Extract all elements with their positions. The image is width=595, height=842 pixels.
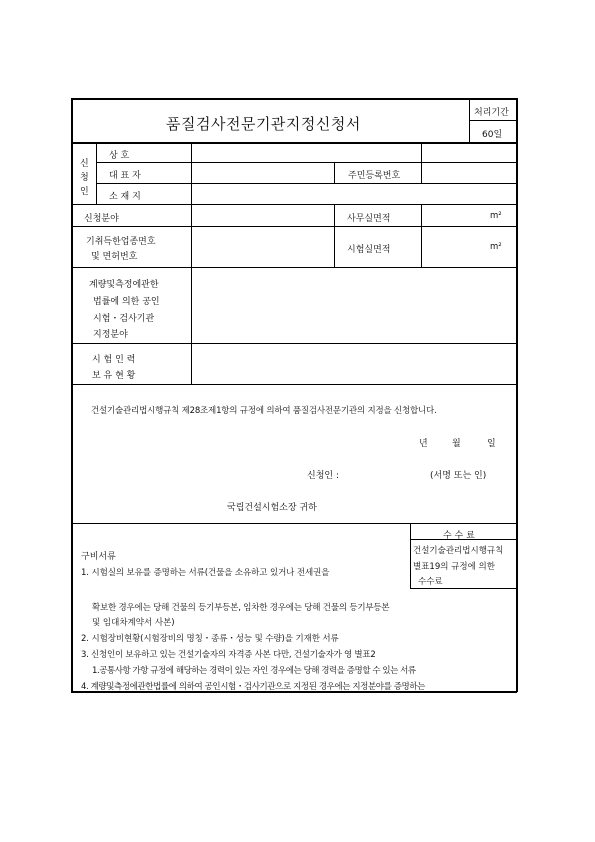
fee-text-line-2: 별표19의 규정에 의한	[413, 562, 495, 572]
address-label: 소 재 지	[109, 192, 141, 202]
processing-period-label: 처리기간	[474, 108, 509, 118]
metrology-input[interactable]	[192, 268, 516, 343]
license-input[interactable]	[192, 227, 333, 267]
statement-bottom-line	[71, 523, 517, 524]
date-month-label: 월	[452, 439, 461, 449]
applicant-label-char-2: 청	[80, 173, 89, 183]
applicant-label-char-1: 신	[80, 159, 89, 169]
office-area-unit: m²	[490, 211, 502, 221]
lab-area-unit: m²	[490, 242, 502, 252]
metrology-label-line-3: 시험・검사기관	[93, 314, 155, 324]
metrology-label-line-4: 지정분야	[93, 330, 128, 340]
representative-label: 대 표 자	[109, 171, 141, 181]
processing-mid-line	[469, 120, 516, 121]
office-area-label: 사무실면적	[347, 214, 391, 224]
company-name-label: 상 호	[109, 151, 130, 161]
fee-text-line-1: 건설기술관리법시행규칙	[413, 546, 504, 556]
document-item-1a: 1. 시험실의 보유를 증명하는 서류(건물을 소유하고 있거나 전세권을	[81, 568, 330, 578]
fee-text-line-3: 수수료	[418, 577, 443, 587]
document-item-2: 2. 시험장비현황(시험장비의 명칭・종류・성능 및 수량)을 기재한 서류	[81, 634, 339, 644]
resident-number-label: 주민등록번호	[348, 171, 401, 181]
addressee-text: 국립건설시험소장 귀하	[227, 503, 317, 513]
document-item-4: 4. 계량및측정에관한법률에 의하여 공인시험・검사기관으로 지정된 경우에는 지정분야를 증명하는	[81, 682, 425, 692]
applicant-label-char-3: 인	[80, 187, 89, 197]
document-item-3b: 1.공통사항 가항 규정에 해당하는 경력이 있는 자인 경우에는 당해 경력을 증명할 수 있는 서류	[92, 666, 416, 676]
applicant-name-field[interactable]	[345, 464, 425, 480]
date-year-label: 년	[419, 439, 428, 449]
license-label-line-2: 및 면허번호	[91, 252, 138, 262]
document-item-1b: 확보한 경우에는 당해 건물의 등기부등본, 임차한 경우에는 당해 건물의 등기부등본	[92, 603, 390, 613]
area-label-left	[334, 204, 335, 267]
fee-header: 수 수 료	[443, 531, 475, 541]
address-field[interactable]	[192, 184, 516, 204]
date-day-label: 일	[487, 439, 496, 449]
form-right-border	[516, 98, 518, 692]
document-item-3a: 3. 신청인이 보유하고 있는 건설기술자의 자격증 사본 다만, 건설기술자가 영 별표2	[81, 650, 376, 660]
form-title: 품질검사전문기관지정신청서	[166, 115, 361, 133]
fee-box-bottom	[410, 588, 516, 589]
representative-field[interactable]	[192, 163, 333, 183]
row-line-7	[71, 384, 517, 385]
lab-area-label: 시험실면적	[347, 245, 391, 255]
metrology-label-line-2: 법률에 의한 공인	[93, 297, 160, 307]
staff-label-line-1: 시 험 인 력	[92, 355, 136, 365]
form-left-border	[71, 98, 73, 692]
application-field-label: 신청분야	[84, 214, 119, 224]
metrology-label-line-1: 계량및측정에관한	[89, 280, 159, 290]
documents-title: 구비서류	[81, 552, 116, 562]
company-name-extra-field[interactable]	[422, 143, 516, 162]
processing-period-value: 60일	[482, 130, 503, 140]
company-name-field[interactable]	[192, 143, 420, 162]
fee-box-left	[410, 523, 411, 589]
resident-number-field[interactable]	[422, 163, 516, 183]
license-label-line-1: 기취득한업종면호	[86, 237, 156, 247]
application-statement: 건설기술관리법시행규칙 제28조제1항의 규정에 의하여 품질검사전문기관의 지정을 신청합니다.	[91, 406, 437, 416]
staff-label-line-2: 보 유 현 황	[92, 371, 136, 381]
form-top-border	[71, 98, 517, 100]
resident-label-left	[334, 162, 335, 183]
document-item-1c: 및 임대차계약서 사본)	[92, 618, 175, 628]
lab-area-input[interactable]	[422, 227, 516, 267]
staff-input[interactable]	[192, 344, 516, 384]
applicant-signature-label: 신청인 :	[307, 471, 339, 481]
signature-or-seal: (서명 또는 인)	[430, 471, 487, 481]
office-area-input[interactable]	[422, 205, 516, 226]
application-field-input[interactable]	[192, 205, 333, 226]
applicant-group-divider	[96, 142, 97, 204]
